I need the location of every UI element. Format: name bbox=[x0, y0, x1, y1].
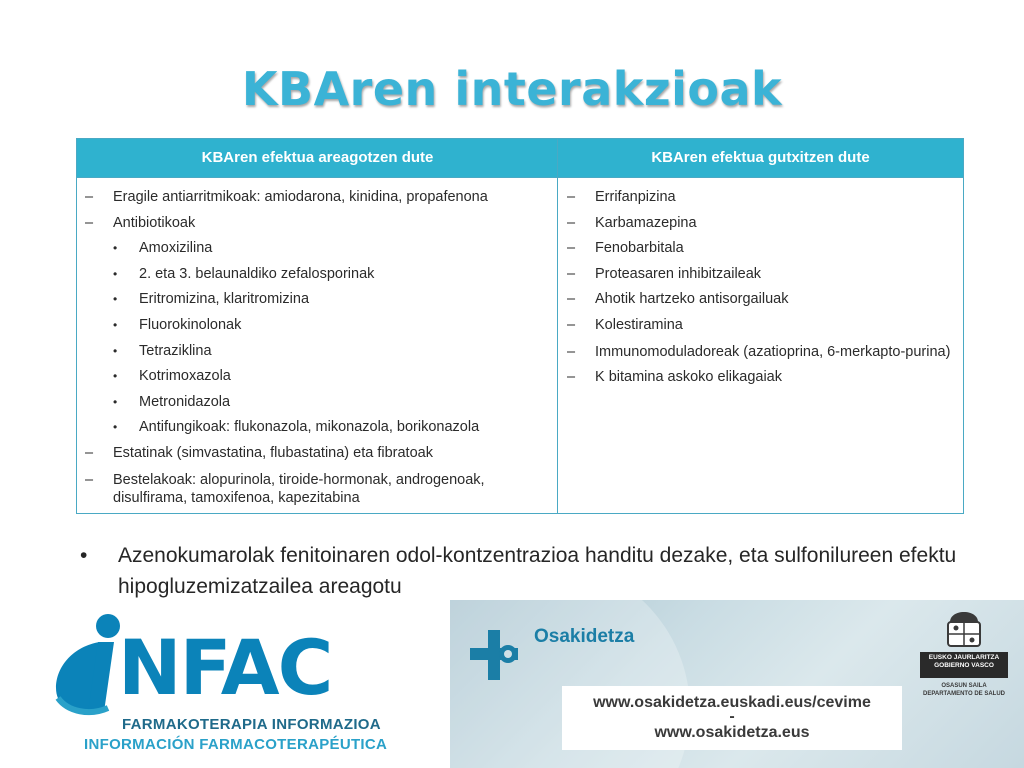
list-item: • Kotrimoxazola bbox=[85, 364, 551, 390]
bullet-marker: • bbox=[113, 420, 118, 435]
slide-title: KBAren interakzioak bbox=[241, 62, 783, 116]
header-decrease-effect: KBAren efektua gutxitzen dute bbox=[651, 149, 870, 166]
list-item: – Errifanpizina bbox=[567, 185, 962, 211]
interactions-table bbox=[76, 138, 964, 514]
dash-marker: – bbox=[85, 214, 94, 231]
list-item: • Amoxizilina bbox=[85, 236, 551, 262]
dash-marker: – bbox=[567, 265, 576, 282]
bullet-marker: • bbox=[113, 343, 118, 358]
bullet-marker: • bbox=[113, 369, 118, 384]
url-box bbox=[562, 686, 902, 750]
list-item: – Bestelakoak: alopurinola, tiroide-hormonak, androgenoak, disulfirama, tamoxifenoa, kapezitabina bbox=[85, 471, 485, 506]
dash-marker: – bbox=[567, 189, 576, 205]
list-item: • 2. eta 3. belaunaldiko zefalosporinak bbox=[85, 262, 551, 288]
list-item: – K bitamina askoko elikagaiak bbox=[567, 365, 962, 391]
list-item: – Fenobarbitala bbox=[567, 236, 962, 262]
cevime-url-link[interactable]: www.osakidetza.euskadi.eus/cevime bbox=[593, 694, 871, 711]
osakidetza-label: Osakidetza bbox=[534, 626, 635, 647]
bullet-marker: • bbox=[113, 394, 118, 409]
infac-logo-area bbox=[0, 600, 450, 768]
infac-subtitle-eu: FARMAKOTERAPIA INFORMAZIOA bbox=[122, 716, 381, 733]
list-item: • Metronidazola bbox=[85, 390, 551, 416]
decrease-effect-list bbox=[567, 185, 962, 390]
bullet-marker: • bbox=[113, 292, 118, 307]
list-item: • Antifungikoak: flukonazola, mikonazola, borikonazola bbox=[85, 415, 551, 441]
osakidetza-banner bbox=[450, 600, 1024, 768]
dept-line-es: DEPARTAMENTO DE SALUD bbox=[922, 691, 1005, 697]
infac-logo-text: NFAC bbox=[118, 623, 332, 712]
bullet-marker: • bbox=[113, 241, 118, 256]
osakidetza-url-link[interactable]: www.osakidetza.eus bbox=[654, 724, 810, 741]
list-item: • Tetraziklina bbox=[85, 339, 551, 365]
dash-marker: – bbox=[567, 214, 576, 231]
list-item: • Eritromizina, klaritromizina bbox=[85, 287, 551, 313]
list-item: – Estatinak (simvastatina, flubastatina) eta fibratoak bbox=[85, 441, 551, 467]
list-item: – Kolestiramina bbox=[567, 313, 962, 339]
coat-of-arms-icon bbox=[936, 610, 992, 650]
department-label bbox=[920, 682, 1008, 698]
basque-government-logo bbox=[920, 610, 1010, 760]
osakidetza-cross-icon bbox=[470, 628, 524, 682]
dash-marker: – bbox=[567, 368, 576, 385]
gov-line-eu: EUSKO JAURLARITZA bbox=[928, 654, 1000, 661]
bullet-marker: • bbox=[113, 266, 118, 281]
url-separator: - bbox=[729, 708, 735, 725]
dash-marker: – bbox=[85, 444, 94, 461]
dash-marker: – bbox=[85, 189, 94, 205]
increase-effect-list bbox=[85, 185, 551, 511]
infac-subtitle-es: INFORMACIÓN FARMACOTERAPÉUTICA bbox=[84, 736, 388, 753]
list-item: – Karbamazepina bbox=[567, 211, 962, 237]
government-name-band bbox=[920, 652, 1008, 678]
bullet-note-text: Azenokumarolak fenitoinaren odol-kontzentrazioa handitu dezake, eta sulfonilureen efektu hipogluzemizatzailea areagotu bbox=[118, 544, 957, 598]
list-item: – Antibiotikoak bbox=[85, 211, 551, 237]
list-item: – Proteasaren inhibitzaileak bbox=[567, 262, 962, 288]
bullet-marker: • bbox=[113, 317, 118, 332]
column-divider bbox=[557, 139, 558, 513]
dash-marker: – bbox=[85, 471, 94, 488]
dept-line-eu: OSASUN SAILA bbox=[941, 683, 987, 689]
bullet-marker: • bbox=[80, 544, 88, 567]
table-header bbox=[77, 139, 963, 178]
list-item: – Ahotik hartzeko antisorgailuak bbox=[567, 287, 962, 313]
list-item: • Fluorokinolonak bbox=[85, 313, 551, 339]
dash-marker: – bbox=[567, 343, 576, 360]
dash-marker: – bbox=[567, 240, 576, 257]
dash-marker: – bbox=[567, 316, 576, 333]
dash-marker: – bbox=[567, 291, 576, 308]
header-increase-effect: KBAren efektua areagotzen dute bbox=[201, 149, 434, 166]
gov-line-es: GOBIERNO VASCO bbox=[934, 662, 994, 669]
list-item: – Eragile antiarritmikoak: amiodarona, kinidina, propafenona bbox=[85, 185, 551, 211]
list-item: – Immunomoduladoreak (azatioprina, 6-merkapto-purina) bbox=[567, 343, 951, 360]
